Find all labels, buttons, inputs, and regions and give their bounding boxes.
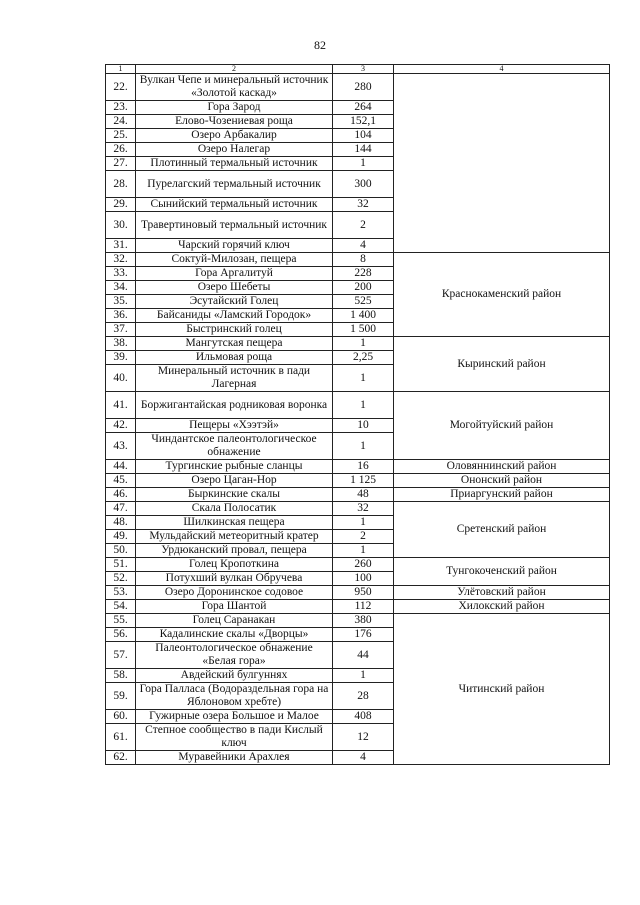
area-cell: 100 [333,572,394,586]
row-number-cell: 23. [106,101,136,115]
object-name-cell: Кадалинские скалы «Дворцы» [136,628,333,642]
row-number-cell: 53. [106,586,136,600]
table-row [106,488,610,502]
area-cell: 48 [333,488,394,502]
row-number-cell: 55. [106,614,136,628]
table-row [106,558,610,572]
row-number-cell: 59. [106,683,136,710]
object-name-cell: Эсутайский Голец [136,295,333,309]
area-cell: 1 [333,157,394,171]
object-name-cell: Минеральный источник в пади Лагерная [136,365,333,392]
row-number-cell: 58. [106,669,136,683]
object-name-cell: Голец Саранакан [136,614,333,628]
district-cell: Сретенский район [394,502,610,558]
object-name-cell: Мангутская пещера [136,337,333,351]
area-cell: 32 [333,502,394,516]
area-cell: 2 [333,212,394,239]
object-name-cell: Травертиновый термальный источник [136,212,333,239]
object-name-cell: Гора Палласа (Водораздельная гора на Яблоновом хребте) [136,683,333,710]
area-cell: 16 [333,460,394,474]
object-name-cell: Пещеры «Хээтэй» [136,419,333,433]
area-cell: 1 [333,516,394,530]
row-number-cell: 40. [106,365,136,392]
object-name-cell: Боржигантайская родниковая воронка [136,392,333,419]
row-number-cell: 43. [106,433,136,460]
table-row [106,460,610,474]
row-number-cell: 54. [106,600,136,614]
table-row [106,253,610,267]
object-name-cell: Быстринский голец [136,323,333,337]
area-cell: 4 [333,239,394,253]
table-row [106,502,610,516]
row-number-cell: 39. [106,351,136,365]
district-cell: Хилокский район [394,600,610,614]
area-cell: 144 [333,143,394,157]
area-cell: 8 [333,253,394,267]
object-name-cell: Озеро Цаган-Нор [136,474,333,488]
area-cell: 280 [333,74,394,101]
row-number-cell: 37. [106,323,136,337]
area-cell: 264 [333,101,394,115]
row-number-cell: 25. [106,129,136,143]
column-number: 1 [106,65,136,74]
row-number-cell: 49. [106,530,136,544]
object-name-cell: Чарский горячий ключ [136,239,333,253]
row-number-cell: 42. [106,419,136,433]
row-number-cell: 33. [106,267,136,281]
row-number-cell: 36. [106,309,136,323]
object-name-cell: Авдейский булгуннях [136,669,333,683]
row-number-cell: 52. [106,572,136,586]
row-number-cell: 62. [106,751,136,765]
object-name-cell: Урдюканский провал, пещера [136,544,333,558]
district-cell [394,74,610,253]
row-number-cell: 31. [106,239,136,253]
object-name-cell: Сынийский термальный источник [136,198,333,212]
area-cell: 12 [333,724,394,751]
column-number: 2 [136,65,333,74]
district-cell: Могойтуйский район [394,392,610,460]
row-number-cell: 57. [106,642,136,669]
row-number-cell: 27. [106,157,136,171]
object-name-cell: Байсаниды «Ламский Городок» [136,309,333,323]
object-name-cell: Озеро Шебеты [136,281,333,295]
row-number-cell: 47. [106,502,136,516]
row-number-cell: 56. [106,628,136,642]
area-cell: 2,25 [333,351,394,365]
object-name-cell: Тургинские рыбные сланцы [136,460,333,474]
row-number-cell: 29. [106,198,136,212]
row-number-cell: 28. [106,171,136,198]
object-name-cell: Степное сообщество в пади Кислый ключ [136,724,333,751]
row-number-cell: 26. [106,143,136,157]
row-number-cell: 32. [106,253,136,267]
row-number-cell: 24. [106,115,136,129]
column-number-row [106,65,610,74]
district-cell: Тунгокоченский район [394,558,610,586]
object-name-cell: Скала Полосатик [136,502,333,516]
object-name-cell: Озеро Налегар [136,143,333,157]
row-number-cell: 60. [106,710,136,724]
object-name-cell: Мульдайский метеоритный кратер [136,530,333,544]
area-cell: 1 400 [333,309,394,323]
table-row [106,586,610,600]
area-cell: 260 [333,558,394,572]
object-name-cell: Гужирные озера Большое и Малое [136,710,333,724]
area-cell: 1 [333,392,394,419]
area-cell: 2 [333,530,394,544]
area-cell: 4 [333,751,394,765]
table-row [106,600,610,614]
object-name-cell: Палеонтологическое обнажение «Белая гора» [136,642,333,669]
row-number-cell: 48. [106,516,136,530]
area-cell: 1 [333,365,394,392]
district-cell: Кыринский район [394,337,610,392]
district-cell: Приаргунский район [394,488,610,502]
area-cell: 176 [333,628,394,642]
area-cell: 200 [333,281,394,295]
object-name-cell: Гора Шантой [136,600,333,614]
district-cell: Оловяннинский район [394,460,610,474]
column-number: 4 [394,65,610,74]
row-number-cell: 34. [106,281,136,295]
table-row [106,392,610,419]
object-name-cell: Пурелагский термальный источник [136,171,333,198]
table-row [106,614,610,628]
object-name-cell: Соктуй-Милозан, пещера [136,253,333,267]
area-cell: 380 [333,614,394,628]
row-number-cell: 51. [106,558,136,572]
object-name-cell: Елово-Чозениевая роща [136,115,333,129]
row-number-cell: 22. [106,74,136,101]
object-name-cell: Гора Зарод [136,101,333,115]
area-cell: 228 [333,267,394,281]
page-number: 82 [314,38,326,52]
area-cell: 28 [333,683,394,710]
object-name-cell: Плотинный термальный источник [136,157,333,171]
area-cell: 525 [333,295,394,309]
row-number-cell: 38. [106,337,136,351]
object-name-cell: Муравейники Арахлея [136,751,333,765]
district-cell: Читинский район [394,614,610,765]
area-cell: 1 [333,669,394,683]
area-cell: 10 [333,419,394,433]
row-number-cell: 41. [106,392,136,419]
row-number-cell: 45. [106,474,136,488]
object-name-cell: Чиндантское палеонтологическое обнажение [136,433,333,460]
row-number-cell: 30. [106,212,136,239]
district-cell: Краснокаменский район [394,253,610,337]
area-cell: 408 [333,710,394,724]
area-cell: 300 [333,171,394,198]
area-cell: 104 [333,129,394,143]
table-row [106,474,610,488]
object-name-cell: Озеро Доронинское содовое [136,586,333,600]
area-cell: 32 [333,198,394,212]
object-name-cell: Шилкинская пещера [136,516,333,530]
area-cell: 1 500 [333,323,394,337]
area-cell: 112 [333,600,394,614]
object-name-cell: Озеро Арбакалир [136,129,333,143]
table-row [106,337,610,351]
area-cell: 1 [333,337,394,351]
object-name-cell: Гора Аргалитуй [136,267,333,281]
protected-areas-table [105,64,610,765]
table-body [106,65,610,765]
district-cell: Улётовский район [394,586,610,600]
row-number-cell: 46. [106,488,136,502]
row-number-cell: 50. [106,544,136,558]
object-name-cell: Ильмовая роща [136,351,333,365]
object-name-cell: Вулкан Чепе и минеральный источник «Золотой каскад» [136,74,333,101]
row-number-cell: 61. [106,724,136,751]
object-name-cell: Потухший вулкан Обручева [136,572,333,586]
area-cell: 1 [333,433,394,460]
row-number-cell: 35. [106,295,136,309]
column-number: 3 [333,65,394,74]
table-row [106,74,610,101]
area-cell: 1 [333,544,394,558]
area-cell: 152,1 [333,115,394,129]
area-cell: 950 [333,586,394,600]
object-name-cell: Голец Кропоткина [136,558,333,572]
object-name-cell: Быркинские скалы [136,488,333,502]
row-number-cell: 44. [106,460,136,474]
area-cell: 44 [333,642,394,669]
area-cell: 1 125 [333,474,394,488]
district-cell: Ононский район [394,474,610,488]
